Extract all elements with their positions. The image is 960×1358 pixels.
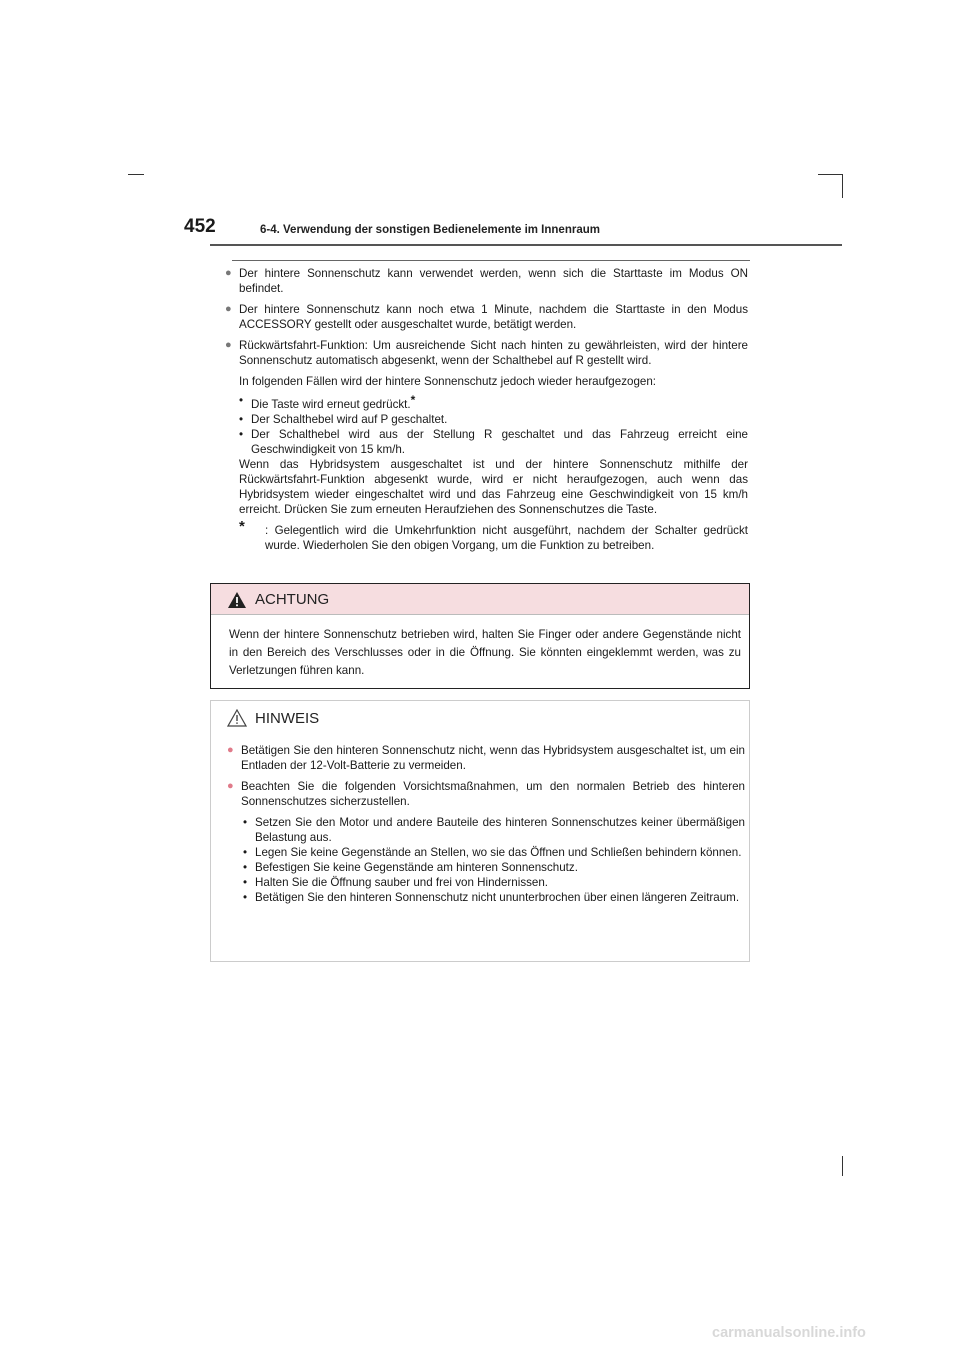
info-bullet: ● Der hintere Sonnenschutz kann verwendet werden, wenn sich die Starttaste im Modus ON befindet. <box>225 267 748 295</box>
list-item: • Halten Sie die Öffnung sauber und frei von Hindernissen. <box>243 876 549 889</box>
list-item: • Die Taste wird erneut gedrückt.* <box>239 393 416 411</box>
notice-content <box>227 743 745 905</box>
page-header <box>184 216 842 246</box>
reverse-paragraph: Wenn das Hybridsystem ausgeschaltet ist und der hintere Sonnenschutz mithilfe der Rückwärtsfahrt-Funktion abgesenkt wurde, wird er nicht heraufgezogen, auch wenn das Hybridsystem wieder eingeschaltet wird und das Fahrzeug eine Geschwindigkeit von 15 km/h erreicht. Drücken Sie zum erneuten Heraufziehen des Sonnenschutzes die Taste. <box>239 458 748 516</box>
warning-box <box>210 583 750 689</box>
footnote-mark: * <box>239 518 245 535</box>
bullet-icon: ● <box>227 744 234 756</box>
warning-triangle-icon <box>227 591 247 609</box>
main-content <box>225 266 748 553</box>
notice-box <box>210 700 750 962</box>
notice-bullet: ● Betätigen Sie den hinteren Sonnenschutz nicht, wenn das Hybridsystem ausgeschaltet ist, um ein Entladen der 12-Volt-Batterie zu vermeiden. <box>227 744 745 772</box>
watermark: carmanualsonline.info <box>712 1325 866 1341</box>
notice-bullet: ● Beachten Sie die folgenden Vorsichtsmaßnahmen, um den normalen Betrieb des hinteren Sonnenschutzes sicherzustellen. <box>227 780 745 808</box>
header-rule <box>210 244 842 246</box>
crop-mark <box>842 1156 843 1176</box>
list-item: • Befestigen Sie keine Gegenstände am hinteren Sonnenschutz. <box>243 861 578 874</box>
crop-mark <box>818 174 842 175</box>
list-item: • Setzen Sie den Motor und andere Bauteile des hinteren Sonnenschutzes keiner übermäßigen Belastung aus. <box>243 816 745 844</box>
list-item: • Betätigen Sie den hinteren Sonnenschutz nicht ununterbrochen über einen längeren Zeitraum. <box>243 891 740 904</box>
crop-mark <box>842 174 843 198</box>
info-bullet: ● Der hintere Sonnenschutz kann noch etwa 1 Minute, nachdem die Starttaste in den Modus ACCESSORY gestellt oder ausgeschaltet wurde, betätigt werden. <box>225 303 748 331</box>
caution-triangle-icon <box>227 709 247 727</box>
divider <box>232 260 750 261</box>
list-item: • Der Schalthebel wird auf P geschaltet. <box>239 413 448 426</box>
reverse-intro: In folgenden Fällen wird der hintere Sonnenschutz jedoch wieder heraufgezogen: <box>239 375 657 388</box>
list-item: • Der Schalthebel wird aus der Stellung R geschaltet und das Fahrzeug erreicht eine Geschwindigkeit von 15 km/h. <box>239 428 748 456</box>
bullet-icon: ● <box>227 780 234 792</box>
list-item: • Legen Sie keine Gegenstände an Stellen, wo sie das Öffnen und Schließen behindern können. <box>243 846 742 859</box>
crop-mark <box>128 174 144 175</box>
notice-title: HINWEIS <box>255 710 320 727</box>
footnote-mark: * <box>410 393 416 407</box>
bullet-icon: ● <box>225 267 232 279</box>
bullet-icon: ● <box>225 303 232 315</box>
footnote: * : Gelegentlich wird die Umkehrfunktion nicht ausgeführt, nachdem der Schalter gedrückt wurde. Wiederholen Sie den obigen Vorgang, um die Funktion zu betreiben. <box>239 518 748 552</box>
warning-text: Wenn der hintere Sonnenschutz betrieben wird, halten Sie Finger oder andere Gegenstände nicht in den Bereich des Verschlusses oder in die Öffnung. Sie könnten eingeklemmt werden, was zu Verletzungen führen kann. <box>229 628 741 677</box>
warning-title: ACHTUNG <box>255 591 330 608</box>
warning-header <box>211 584 749 615</box>
section-title: 6-4. Verwendung der sonstigen Bedienelemente im Innenraum <box>260 224 600 236</box>
page-number: 452 <box>184 216 216 237</box>
bullet-icon: ● <box>225 339 232 351</box>
info-bullet: ● Rückwärtsfahrt-Funktion: Um ausreichende Sicht nach hinten zu gewährleisten, wird der hintere Sonnenschutz automatisch abgesenkt, wenn der Schalthebel auf R gestellt wird. <box>225 339 748 367</box>
